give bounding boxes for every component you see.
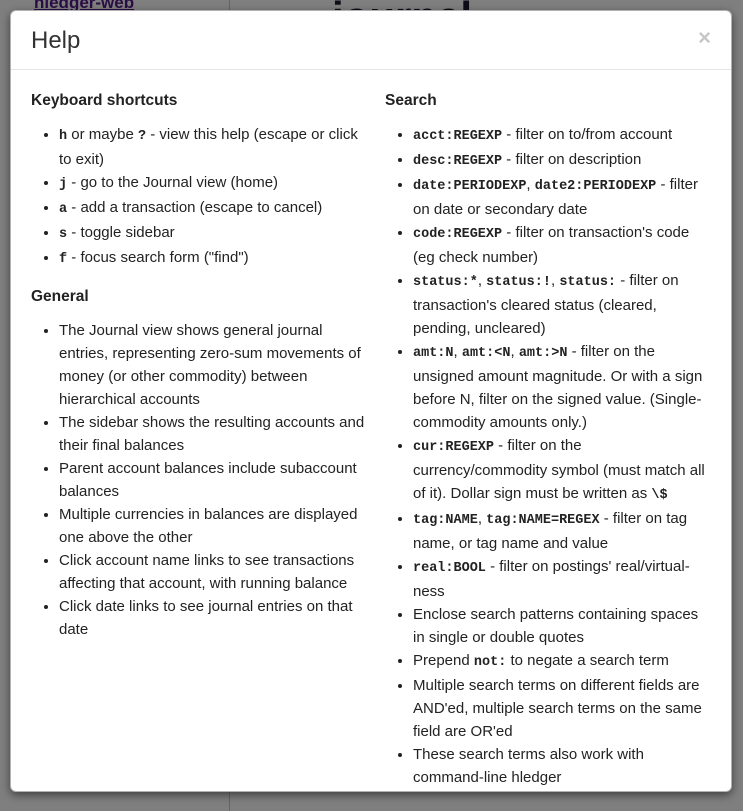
help-list-item: • real:BOOL - filter on postings' real/virtual-ness — [413, 555, 711, 603]
code-term: f — [59, 252, 68, 267]
code-term: real:BOOL — [413, 561, 486, 576]
help-list-item: • date:PERIODEXP, date2:PERIODEXP - filter on date or secondary date — [413, 173, 711, 221]
code-term: h — [59, 129, 68, 144]
code-term: tag:NAME — [413, 513, 478, 528]
help-list-item: • cur:REGEXP - filter on the currency/commodity symbol (must match all of it). Dollar sign must be written as \$ — [413, 434, 711, 507]
modal-body — [11, 70, 731, 792]
code-term: date2:PERIODEXP — [534, 179, 657, 194]
code-term: j — [59, 177, 68, 192]
code-term: date:PERIODEXP — [413, 179, 527, 194]
code-term: cur:REGEXP — [413, 440, 495, 455]
help-list-item: • h or maybe ? - view this help (escape or click to exit) — [59, 123, 371, 171]
help-list-item: • code:REGEXP - filter on transaction's code (eg check number) — [413, 221, 711, 269]
help-list-item: • Click account name links to see transactions affecting that account, with running balance — [59, 549, 371, 595]
help-column-left — [31, 75, 371, 792]
help-list-item: • The sidebar shows the resulting accounts and their final balances — [59, 411, 371, 457]
help-list-item: • acct:REGEXP - filter on to/from account — [413, 123, 711, 148]
code-term: acct:REGEXP — [413, 129, 503, 144]
help-list-item: • Prepend not: to negate a search term — [413, 649, 711, 674]
help-list-item: • These search terms also work with command-line hledger — [413, 743, 711, 789]
help-modal — [10, 10, 732, 792]
code-term: a — [59, 202, 68, 217]
help-list-item: • status:*, status:!, status: - filter on transaction's cleared status (cleared, pending, uncleared) — [413, 269, 711, 340]
section-heading: Keyboard shortcuts — [31, 92, 178, 109]
help-list-item: • f - focus search form ("find") — [59, 246, 371, 271]
code-term: amt:<N — [461, 346, 511, 361]
code-term: status:* — [413, 275, 478, 290]
help-list-item: • desc:REGEXP - filter on description — [413, 148, 711, 173]
code-term: amt:N — [413, 346, 454, 361]
code-term: s — [59, 227, 68, 242]
code-term: ? — [137, 129, 147, 144]
help-column-right — [371, 75, 711, 792]
code-term: amt:>N — [518, 346, 568, 361]
help-list-item: • Multiple search terms on different fields are AND'ed, multiple search terms on the same field are OR'ed — [413, 674, 711, 743]
section-list — [385, 123, 711, 789]
help-list-item: • Click date links to see journal entries on that date — [59, 595, 371, 641]
help-list-item: • Enclose search patterns containing spaces in single or double quotes — [413, 603, 711, 649]
section-list — [31, 319, 371, 641]
code-term: desc:REGEXP — [413, 154, 503, 169]
code-term: status: — [559, 275, 617, 290]
close-button[interactable] — [698, 25, 711, 50]
code-term: status:! — [486, 275, 551, 290]
code-term: code:REGEXP — [413, 227, 503, 242]
modal-title: Help — [31, 27, 81, 54]
code-term: not: — [473, 655, 507, 670]
modal-header — [11, 11, 731, 70]
section-heading: Search — [385, 92, 437, 109]
help-list-item: • a - add a transaction (escape to cancel) — [59, 196, 371, 221]
help-list-item: • The Journal view shows general journal entries, representing zero-sum movements of money (or other commodity) between hierarchical accounts — [59, 319, 371, 411]
help-list-item: • amt:N, amt:<N, amt:>N - filter on the unsigned amount magnitude. Or with a sign before N, filter on the signed value. (Single-commodity amounts only.) — [413, 340, 711, 434]
section-heading: General — [31, 288, 89, 305]
close-icon: × — [698, 25, 711, 50]
help-list-item: • tag:NAME, tag:NAME=REGEX - filter on tag name, or tag name and value — [413, 507, 711, 555]
code-term: \$ — [651, 488, 668, 503]
section-list — [31, 123, 371, 271]
help-list-item: • s - toggle sidebar — [59, 221, 371, 246]
help-list-item: • j - go to the Journal view (home) — [59, 171, 371, 196]
help-list-item: • Multiple currencies in balances are displayed one above the other — [59, 503, 371, 549]
code-term: tag:NAME=REGEX — [486, 513, 600, 528]
help-list-item: • Parent account balances include subaccount balances — [59, 457, 371, 503]
